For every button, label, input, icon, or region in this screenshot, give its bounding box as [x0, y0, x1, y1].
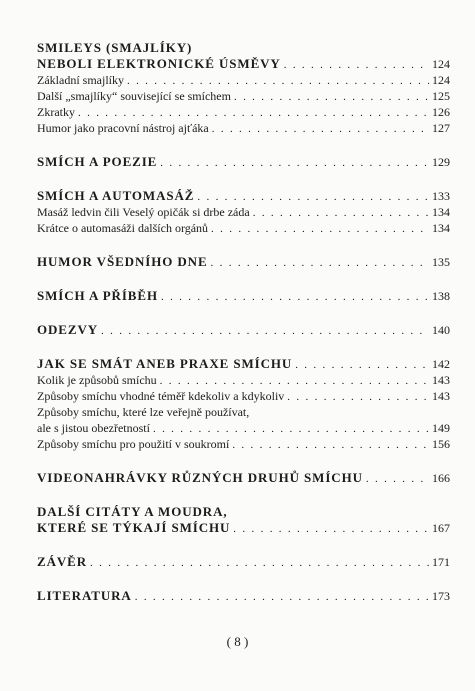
entry-title: NEBOLI ELEKTRONICKÉ ÚSMĚVY: [37, 56, 281, 71]
toc-section: [37, 504, 450, 536]
toc-chapter-entry: [37, 56, 450, 72]
page-number: ( 8 ): [226, 634, 249, 649]
entry-page-number: 140: [432, 323, 450, 337]
entry-page-number: 125: [432, 89, 450, 103]
toc-chapter-entry: [37, 554, 450, 570]
toc-section: [37, 470, 450, 486]
entry-title: Základní smajlíky: [37, 73, 124, 87]
dot-leader: [211, 255, 429, 271]
entry-page-number: 142: [432, 357, 450, 371]
entry-title: SMILEYS (SMAJLÍKY): [37, 40, 193, 55]
toc-chapter-entry: [37, 470, 450, 486]
entry-page-number: 126: [432, 105, 450, 119]
dot-leader: [295, 357, 429, 373]
dot-leader: [160, 373, 429, 389]
toc-chapter-entry: [37, 154, 450, 170]
dot-leader: [127, 73, 429, 89]
table-of-contents: [37, 40, 450, 622]
toc-chapter-entry: [37, 40, 450, 56]
entry-title: Humor jako pracovní nástroj ajťáka: [37, 121, 209, 135]
dot-leader: [284, 57, 429, 73]
entry-title: Kolik je způsobů smíchu: [37, 373, 157, 387]
entry-title: LITERATURA: [37, 588, 132, 603]
entry-title: JAK SE SMÁT ANEB PRAXE SMÍCHU: [37, 356, 293, 371]
dot-leader: [78, 105, 429, 121]
entry-title: SMÍCH A AUTOMASÁŽ: [37, 188, 195, 203]
entry-title: ZÁVĚR: [37, 554, 88, 569]
entry-title: Způsoby smíchu vhodné téměř kdekoliv a kdykoliv: [37, 389, 285, 403]
entry-title: SMÍCH A POEZIE: [37, 154, 158, 169]
entry-title: ale s jistou obezřetností: [37, 421, 150, 435]
dot-leader: [212, 121, 429, 137]
entry-page-number: 166: [432, 471, 450, 485]
entry-title: DALŠÍ CITÁTY A MOUDRA,: [37, 504, 228, 519]
toc-subentry: [37, 436, 450, 452]
entry-title: Masáž ledvin čili Veselý opičák si drbe záda: [37, 205, 250, 219]
dot-leader: [161, 289, 429, 305]
entry-title: Způsoby smíchu, které lze veřejně používat,: [37, 405, 250, 419]
entry-title: Způsoby smíchu pro použití v soukromí: [37, 437, 230, 451]
toc-subentry: [37, 420, 450, 436]
toc-subentry: [37, 220, 450, 236]
toc-section: [37, 322, 450, 338]
toc-chapter-entry: [37, 356, 450, 372]
toc-chapter-entry: [37, 288, 450, 304]
entry-page-number: 167: [432, 521, 450, 535]
toc-section: [37, 154, 450, 170]
toc-subentry: [37, 372, 450, 388]
entry-page-number: 129: [432, 155, 450, 169]
toc-chapter-entry: [37, 322, 450, 338]
entry-title: Krátce o automasáži dalších orgánů: [37, 221, 209, 235]
dot-leader: [366, 471, 429, 487]
toc-chapter-entry: [37, 588, 450, 604]
toc-subentry: [37, 88, 450, 104]
toc-chapter-entry: [37, 520, 450, 536]
toc-chapter-entry: [37, 188, 450, 204]
entry-page-number: 149: [432, 421, 450, 435]
entry-title: HUMOR VŠEDNÍHO DNE: [37, 254, 208, 269]
dot-leader: [90, 555, 429, 571]
entry-title: VIDEONAHRÁVKY RŮZNÝCH DRUHŮ SMÍCHU: [37, 470, 363, 485]
entry-page-number: 156: [432, 437, 450, 451]
entry-title: SMÍCH A PŘÍBĚH: [37, 288, 158, 303]
entry-title: ODEZVY: [37, 322, 99, 337]
entry-page-number: 143: [432, 373, 450, 387]
dot-leader: [287, 389, 429, 405]
entry-title: KTERÉ SE TÝKAJÍ SMÍCHU: [37, 520, 231, 535]
dot-leader: [232, 437, 429, 453]
toc-section: [37, 254, 450, 270]
entry-page-number: 135: [432, 255, 450, 269]
entry-page-number: 171: [432, 555, 450, 569]
entry-page-number: 133: [432, 189, 450, 203]
toc-section: [37, 554, 450, 570]
dot-leader: [153, 421, 429, 437]
dot-leader: [197, 189, 429, 205]
entry-page-number: 124: [432, 73, 450, 87]
dot-leader: [101, 323, 429, 339]
entry-page-number: 127: [432, 121, 450, 135]
toc-subentry: [37, 388, 450, 404]
toc-section: [37, 588, 450, 604]
entry-page-number: 138: [432, 289, 450, 303]
entry-page-number: 134: [432, 205, 450, 219]
dot-leader: [135, 589, 429, 605]
toc-subentry: [37, 204, 450, 220]
toc-subentry: [37, 72, 450, 88]
dot-leader: [160, 155, 429, 171]
toc-section: [37, 356, 450, 452]
toc-chapter-entry: [37, 254, 450, 270]
entry-page-number: 134: [432, 221, 450, 235]
toc-subentry: [37, 104, 450, 120]
toc-subentry: [37, 120, 450, 136]
toc-section: [37, 40, 450, 136]
toc-section: [37, 288, 450, 304]
dot-leader: [234, 89, 429, 105]
toc-chapter-entry: [37, 504, 450, 520]
entry-title: Zkratky: [37, 105, 75, 119]
dot-leader: [233, 521, 429, 537]
dot-leader: [211, 221, 429, 237]
entry-page-number: 143: [432, 389, 450, 403]
toc-section: [37, 188, 450, 236]
dot-leader: [253, 205, 429, 221]
toc-subentry: [37, 404, 450, 420]
entry-page-number: 124: [432, 57, 450, 71]
entry-page-number: 173: [432, 589, 450, 603]
entry-title: Další „smajlíky“ související se smíchem: [37, 89, 231, 103]
